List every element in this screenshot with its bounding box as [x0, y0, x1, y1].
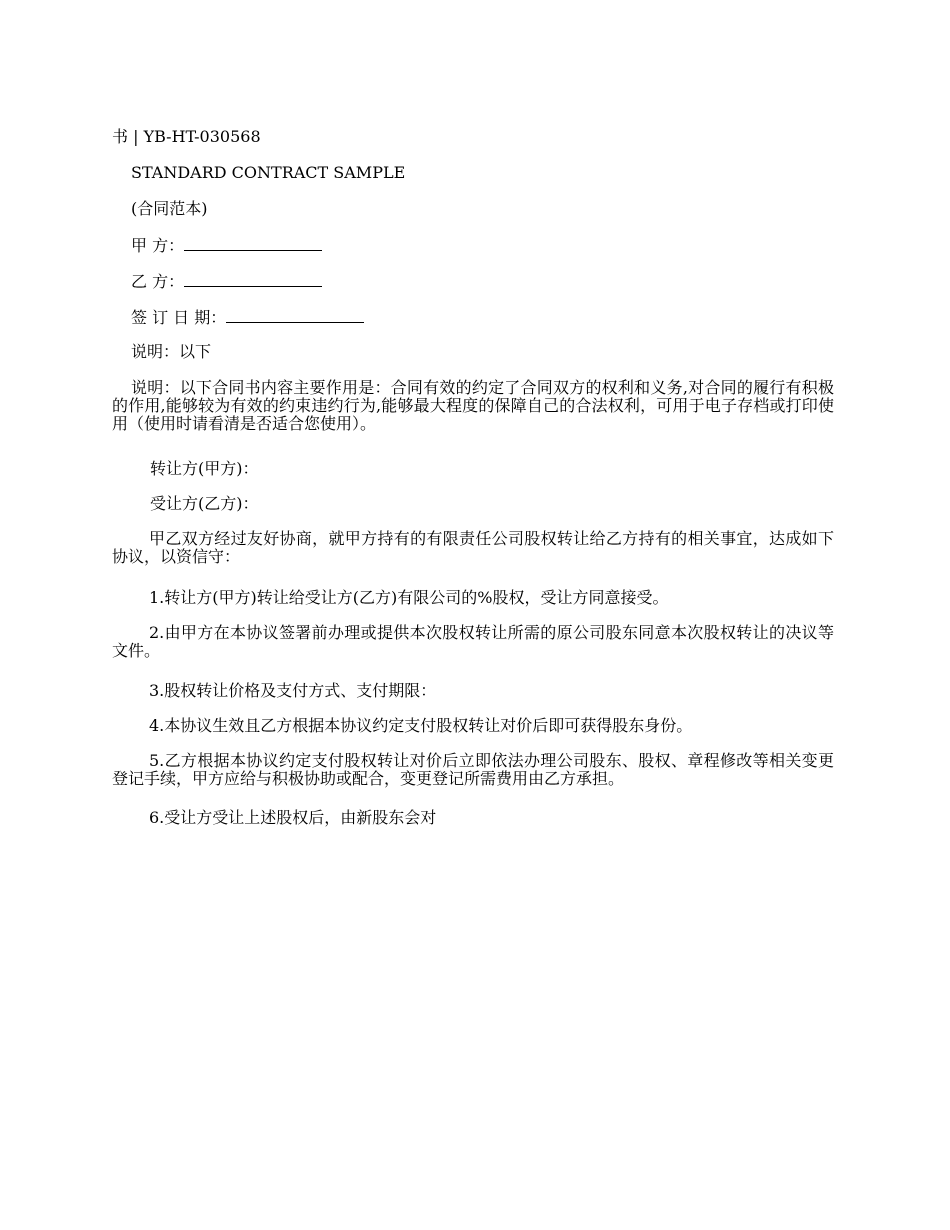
subtitle-chinese: (合同范本) [131, 199, 208, 218]
sign-date-blank [226, 308, 364, 323]
clause-1: 1.转让方(甲方)转让给受让方(乙方)有限公司的%股权，受让方同意接受。 [149, 588, 669, 607]
party-a-blank [184, 236, 322, 251]
subtitle-english: STANDARD CONTRACT SAMPLE [131, 163, 406, 182]
clause-2: 2.由甲方在本协议签署前办理或提供本次股权转让所需的原公司股东同意本次股权转让的决议等文件。 [112, 623, 834, 660]
preamble-paragraph: 甲乙双方经过友好协商，就甲方持有的有限责任公司股权转让给乙方持有的相关事宜，达成如下协议，以资信守： [112, 529, 834, 566]
transferor-label: 转让方(甲方)： [150, 459, 259, 478]
clause-6: 6.受让方受让上述股权后，由新股东会对 [149, 808, 437, 827]
party-b-blank [184, 272, 322, 287]
clause-5: 5.乙方根据本协议约定支付股权转让对价后立即依法办理公司股东、股权、章程修改等相关变更登记手续，甲方应给与积极协助或配合，变更登记所需费用由乙方承担。 [112, 751, 834, 788]
transferee-label: 受让方(乙方)： [150, 494, 259, 513]
party-a-label: 甲 方： [131, 236, 185, 255]
party-a-field [131, 236, 322, 255]
document-code: 书 | YB-HT-030568 [112, 127, 261, 146]
long-note: 说明：以下合同书内容主要作用是：合同有效的约定了合同双方的权利和义务,对合同的履行有积极的作用,能够较为有效的约束违约行为,能够最大程度的保障自己的合法权利，可用于电子存档或打印使用（使用时请看清是否适合您使用）。 [112, 378, 834, 433]
party-b-field [131, 272, 322, 291]
clause-4: 4.本协议生效且乙方根据本协议约定支付股权转让对价后即可获得股东身份。 [149, 716, 693, 735]
short-note: 说明：以下 [131, 342, 212, 361]
clause-3: 3.股权转让价格及支付方式、支付期限： [149, 681, 437, 700]
party-b-label: 乙 方： [131, 272, 185, 291]
sign-date-label: 签 订 日 期： [131, 308, 227, 327]
sign-date-field [131, 308, 364, 327]
